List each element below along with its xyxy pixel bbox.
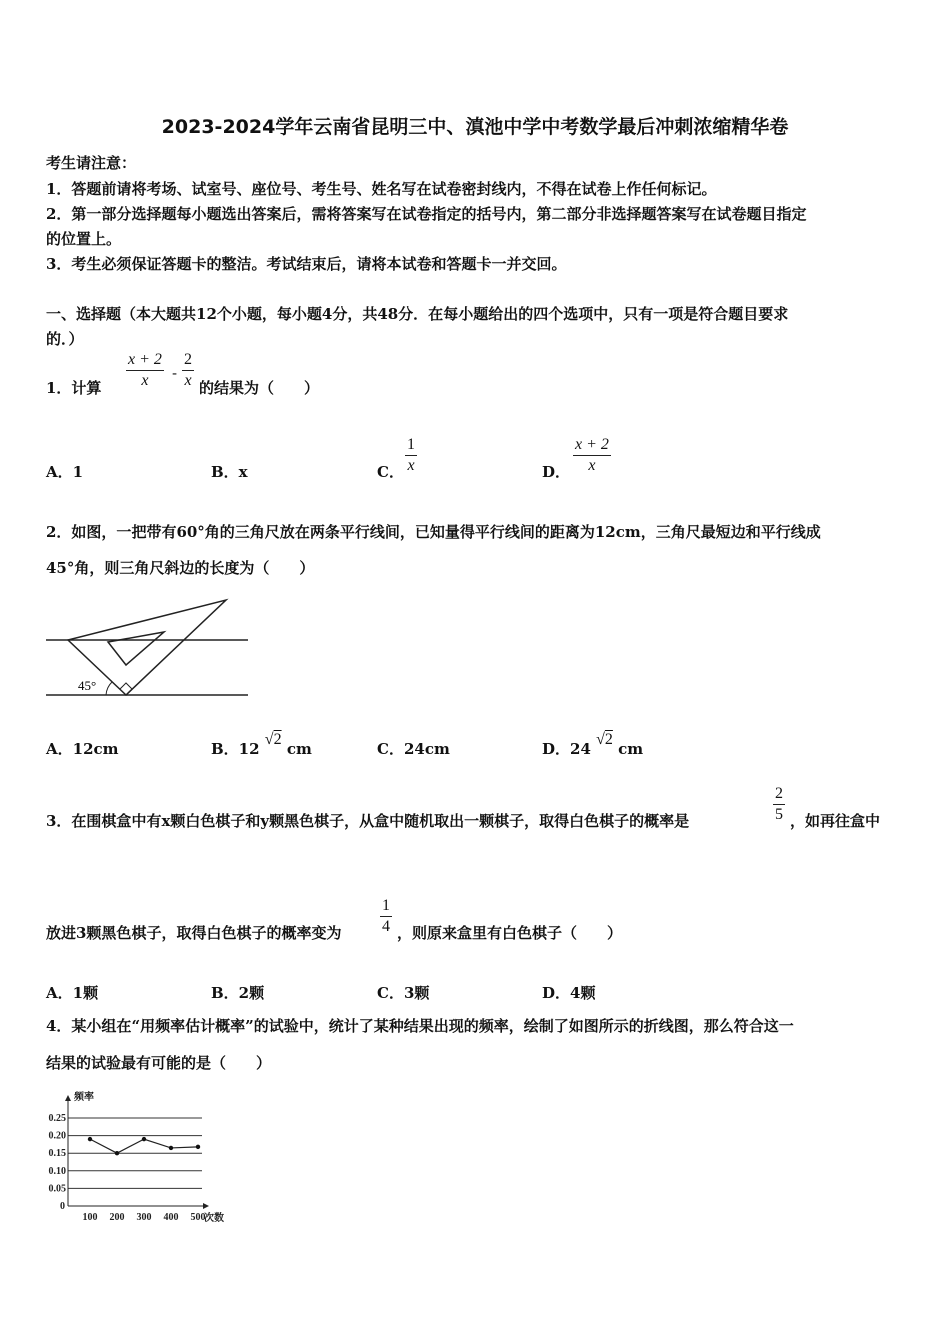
chart-data-point (196, 1145, 200, 1149)
chart-y-axis-arrow (65, 1095, 71, 1101)
chart-data-point (142, 1137, 146, 1141)
q1-option-b[interactable]: B．x (211, 463, 248, 481)
q3-option-a[interactable]: A．1颗 (46, 984, 99, 1002)
q2-text-line1: 2．如图，一把带有60°角的三角尺放在两条平行线间，已知量得平行线间的距离为12cm，三角尺最短边和平行线成 (46, 523, 821, 541)
q4-text-line1: 4．某小组在“用频率估计概率”的试验中，统计了某种结果出现的频率，绘制了如图所示的折线图，那么符合这一 (46, 1017, 794, 1035)
chart-y-tick-label: 0.20 (48, 1130, 66, 1142)
frequency-line-chart (42, 1086, 232, 1226)
q1-optc-denominator: x (407, 457, 415, 474)
q2-option-a[interactable]: A．12cm (46, 740, 119, 758)
q3-frac2-numerator: 1 (380, 896, 392, 917)
q2-text-line2: 45°角，则三角尺斜边的长度为（ ） (46, 559, 315, 577)
chart-x-axis-label: 次数 (204, 1213, 224, 1224)
notice-heading: 考生请注意： (46, 154, 137, 172)
chart-y-tick-label: 0.15 (48, 1148, 66, 1160)
q2-option-b[interactable] (211, 731, 312, 759)
q1-optc-numerator: 1 (405, 435, 417, 456)
angle-arc (106, 682, 112, 695)
chart-x-axis-arrow (203, 1203, 209, 1209)
chart-x-tick-label: 100 (82, 1212, 98, 1223)
q1-optd-denominator: x (588, 457, 596, 474)
q1-prefix: 1．计算 (46, 379, 102, 397)
q1-frac2-denominator: x (184, 372, 192, 389)
q1-fraction-1 (126, 350, 164, 391)
q1-frac2-numerator: 2 (182, 350, 194, 371)
q2-optd-sqrt: √2 (596, 731, 613, 748)
q3-option-c[interactable]: C．3颗 (377, 984, 430, 1002)
q2-optd-prefix: D．24 (542, 740, 591, 758)
q1-fraction-2 (182, 350, 194, 391)
q3-frac1-denominator: 5 (775, 806, 783, 823)
notice-item-2: 2．第一部分选择题每小题选出答案后，需将答案写在试卷指定的括号内，第二部分非选择题答案写在试卷题目指定 (46, 205, 807, 223)
q2-optb-unit: cm (286, 740, 312, 758)
q2-optb-sqrt: √2 (264, 731, 282, 748)
q1-minus: - (172, 364, 178, 382)
chart-y-tick-label: 0.05 (48, 1183, 66, 1195)
q1-optd-numerator: x + 2 (573, 435, 611, 456)
chart-data-point (88, 1137, 92, 1141)
notice-item-2-cont: 的位置上。 (46, 230, 122, 248)
q1-option-d-label[interactable]: D． (542, 463, 571, 481)
q2-optd-radicand: 2 (604, 731, 613, 748)
q1-frac1-numerator: x + 2 (126, 350, 164, 371)
q1-frac1-denominator: x (141, 372, 149, 389)
q3-text-line1: 3．在围棋盒中有x颗白色棋子和y颗黑色棋子，从盒中随机取出一颗棋子，取得白色棋子的概率是 (46, 812, 690, 830)
q2-optb-radicand: 2 (273, 731, 282, 748)
q2-option-d[interactable] (542, 731, 644, 759)
section-heading: 一、选择题（本大题共12个小题，每小题4分，共48分．在每小题给出的四个选项中，只有一项是符合题目要求 (46, 305, 789, 323)
notice-item-3: 3．考生必须保证答题卡的整洁。考试结束后，请将本试卷和答题卡一并交回。 (46, 255, 567, 273)
q1-option-a[interactable]: A．1 (46, 463, 84, 481)
q3-frac1-numerator: 2 (773, 784, 785, 805)
q2-optb-prefix: B．12 (211, 740, 260, 758)
chart-x-tick-label: 200 (109, 1212, 125, 1223)
chart-y-axis-label: 频率 (74, 1092, 94, 1103)
q3-fraction-2 (380, 896, 392, 937)
chart-x-tick-label: 500 (190, 1212, 206, 1223)
q3-fraction-1 (773, 784, 785, 825)
q2-optd-unit: cm (618, 740, 644, 758)
q3-text-line2: 放进3颗黑色棋子，取得白色棋子的概率变为 (46, 924, 342, 942)
right-angle-mark (120, 683, 132, 695)
q3-text-line1-end: ，如再往盒中 (790, 812, 881, 830)
q3-option-b[interactable]: B．2颗 (211, 984, 265, 1002)
q1-option-c-label[interactable]: C． (377, 463, 404, 481)
triangle-ruler-figure (44, 596, 250, 702)
chart-data-point (115, 1151, 119, 1155)
chart-y-tick-label: 0.10 (48, 1165, 66, 1177)
chart-x-tick-label: 400 (163, 1212, 179, 1223)
q2-option-c[interactable]: C．24cm (377, 740, 450, 758)
chart-data-point (169, 1146, 173, 1150)
q1-option-c-fraction (405, 435, 417, 476)
q4-text-line2: 结果的试验最有可能的是（ ） (46, 1054, 272, 1072)
notice-item-1: 1．答题前请将考场、试室号、座位号、考生号、姓名写在试卷密封线内，不得在试卷上作任何标记。 (46, 180, 717, 198)
chart-origin-label: 0 (60, 1201, 65, 1212)
q3-frac2-denominator: 4 (382, 918, 390, 935)
page-title: 2023-2024学年云南省昆明三中、滇池中学中考数学最后冲刺浓缩精华卷 (161, 116, 789, 138)
section-heading-cont: 的．） (46, 330, 84, 348)
chart-y-tick-label: 0.25 (48, 1113, 66, 1124)
chart-x-tick-label: 300 (136, 1212, 152, 1223)
q1-option-d-fraction (573, 435, 611, 476)
q3-option-d[interactable]: D．4颗 (542, 984, 596, 1002)
triangle-inner (108, 632, 164, 665)
q1-suffix: 的结果为（ ） (199, 379, 320, 397)
angle-label: 45° (78, 678, 97, 693)
q3-text-line2-end: ，则原来盒里有白色棋子（ ） (397, 924, 623, 942)
